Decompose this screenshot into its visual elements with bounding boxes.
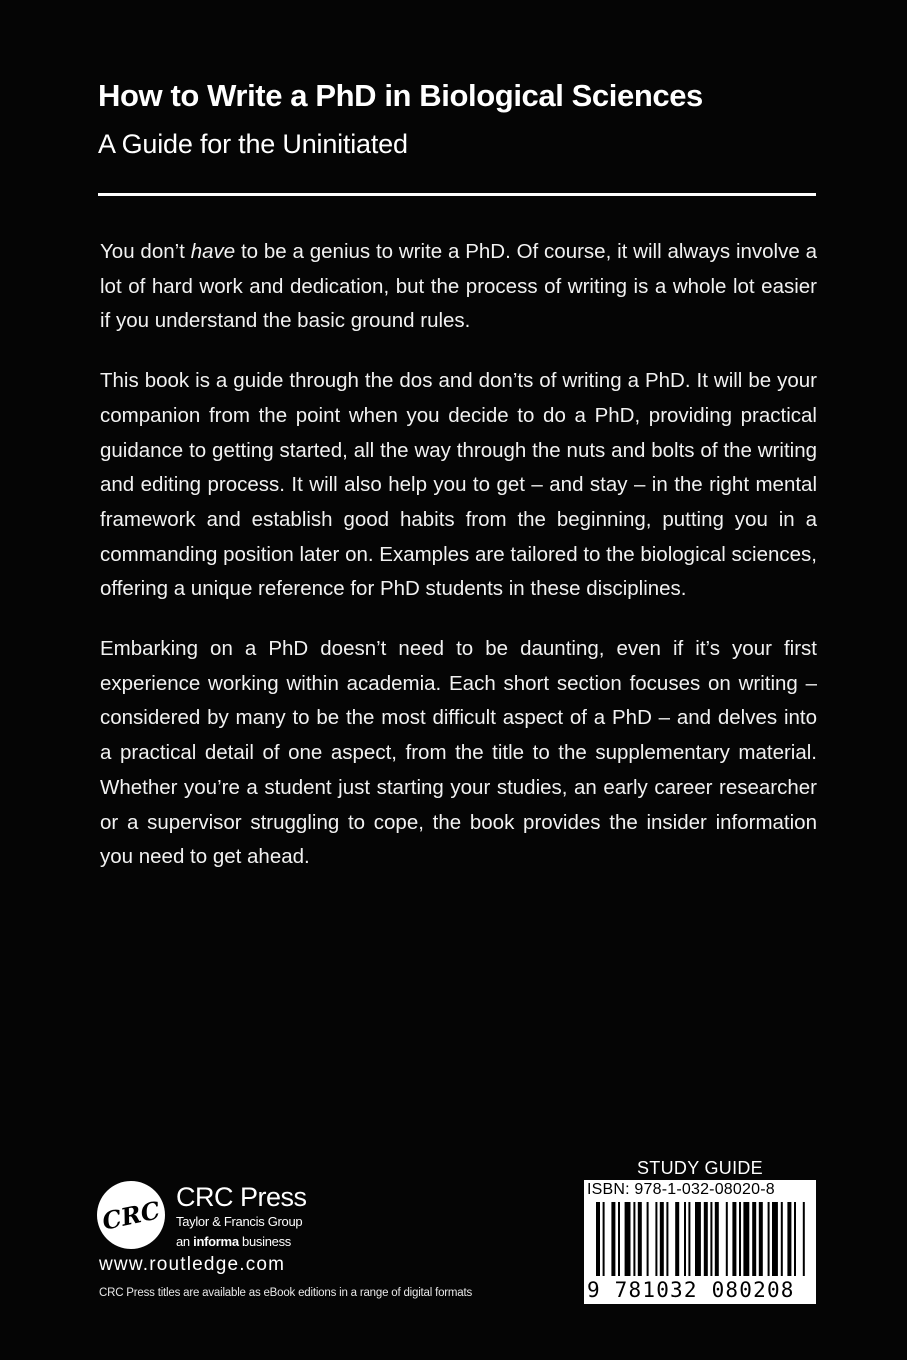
publisher-informa: [176, 1234, 291, 1249]
barcode-bar: [759, 1202, 763, 1276]
barcode-bar: [688, 1202, 690, 1276]
blurb-emphasis: have: [190, 240, 236, 263]
barcode-bar: [603, 1202, 605, 1276]
barcode-bar: [732, 1202, 736, 1276]
informa-bold: informa: [193, 1234, 239, 1249]
barcode-bar: [655, 1202, 657, 1276]
barcode-bar: [743, 1202, 749, 1276]
barcode-bar: [768, 1202, 770, 1276]
barcode-bar: [638, 1202, 642, 1276]
blurb-paragraph-1: [100, 235, 817, 339]
barcode-bar: [752, 1202, 756, 1276]
isbn-text: ISBN: 978-1-032-08020-8: [587, 1181, 775, 1198]
barcode-bar: [704, 1202, 708, 1276]
barcode-bar: [781, 1202, 783, 1276]
barcode-bar: [660, 1202, 664, 1276]
publisher-url[interactable]: www.routledge.com: [99, 1254, 286, 1275]
isbn-barcode: [584, 1180, 816, 1304]
barcode-bar: [715, 1202, 719, 1276]
publisher-group: Taylor & Francis Group: [176, 1214, 303, 1229]
book-title: How to Write a PhD in Biological Sciences: [98, 78, 703, 113]
barcode-bar: [803, 1202, 805, 1276]
barcode-bar: [675, 1202, 679, 1276]
barcode-bar: [647, 1202, 649, 1276]
barcode-bar: [611, 1202, 615, 1276]
crc-press-logo-icon: [96, 1180, 166, 1250]
barcode-bar: [695, 1202, 701, 1276]
ean-number: 9 781032 080208: [587, 1278, 795, 1302]
barcode-bars-icon: [584, 1202, 816, 1282]
barcode-bar: [710, 1202, 712, 1276]
blurb-paragraph-2: This book is a guide through the dos and don’ts of writing a PhD. It will be your companion from the point when you decide to do a PhD, providing practical guidance to getting started, all the way through the nuts and bolts of the writing and editing process. It will also help you to get – and stay – in the right mental framework and establish good habits from the beginning, putting you in a commanding position later on. Examples are tailored to the biological sciences, offering a unique reference for PhD students in these disciplines.: [100, 369, 817, 601]
barcode-bar: [739, 1202, 741, 1276]
blurb-text: You don’t: [100, 240, 191, 263]
crc-logo-text: CRC: [99, 1195, 163, 1236]
blurb-text: to be a genius to write a PhD. Of course, it will always involve a lot of hard work and dedication, but the process of writing is a whole lot easier if you understand the basic ground rules.: [100, 240, 817, 333]
barcode-bar: [684, 1202, 686, 1276]
barcode-bar: [787, 1202, 791, 1276]
barcode-bar: [596, 1202, 600, 1276]
back-cover-blurb: [100, 235, 817, 900]
barcode-bar: [625, 1202, 631, 1276]
blurb-paragraph-3: Embarking on a PhD doesn’t need to be daunting, even if it’s your first experience working within academia. Each short section focuses on writing – considered by many to be the most difficult aspect of a PhD – and delves into a practical detail of one aspect, from the title to the supplementary material. Whether you’re a student just starting your studies, an early career researcher or a supervisor struggling to cope, the book provides the insider information you need to get ahead.: [100, 637, 817, 869]
barcode-bar: [726, 1202, 728, 1276]
barcode-bar: [633, 1202, 635, 1276]
barcode-bar: [794, 1202, 796, 1276]
barcode-bar: [666, 1202, 668, 1276]
ebook-note: CRC Press titles are available as eBook editions in a range of digital formats: [99, 1287, 473, 1299]
book-subtitle: A Guide for the Uninitiated: [98, 129, 408, 159]
informa-post: business: [238, 1234, 291, 1249]
publisher-name: CRC Press: [176, 1182, 307, 1212]
title-divider: [98, 193, 816, 196]
informa-pre: an: [176, 1234, 194, 1249]
study-guide-label: STUDY GUIDE: [637, 1158, 763, 1178]
barcode-bar: [772, 1202, 778, 1276]
barcode-bar: [618, 1202, 620, 1276]
